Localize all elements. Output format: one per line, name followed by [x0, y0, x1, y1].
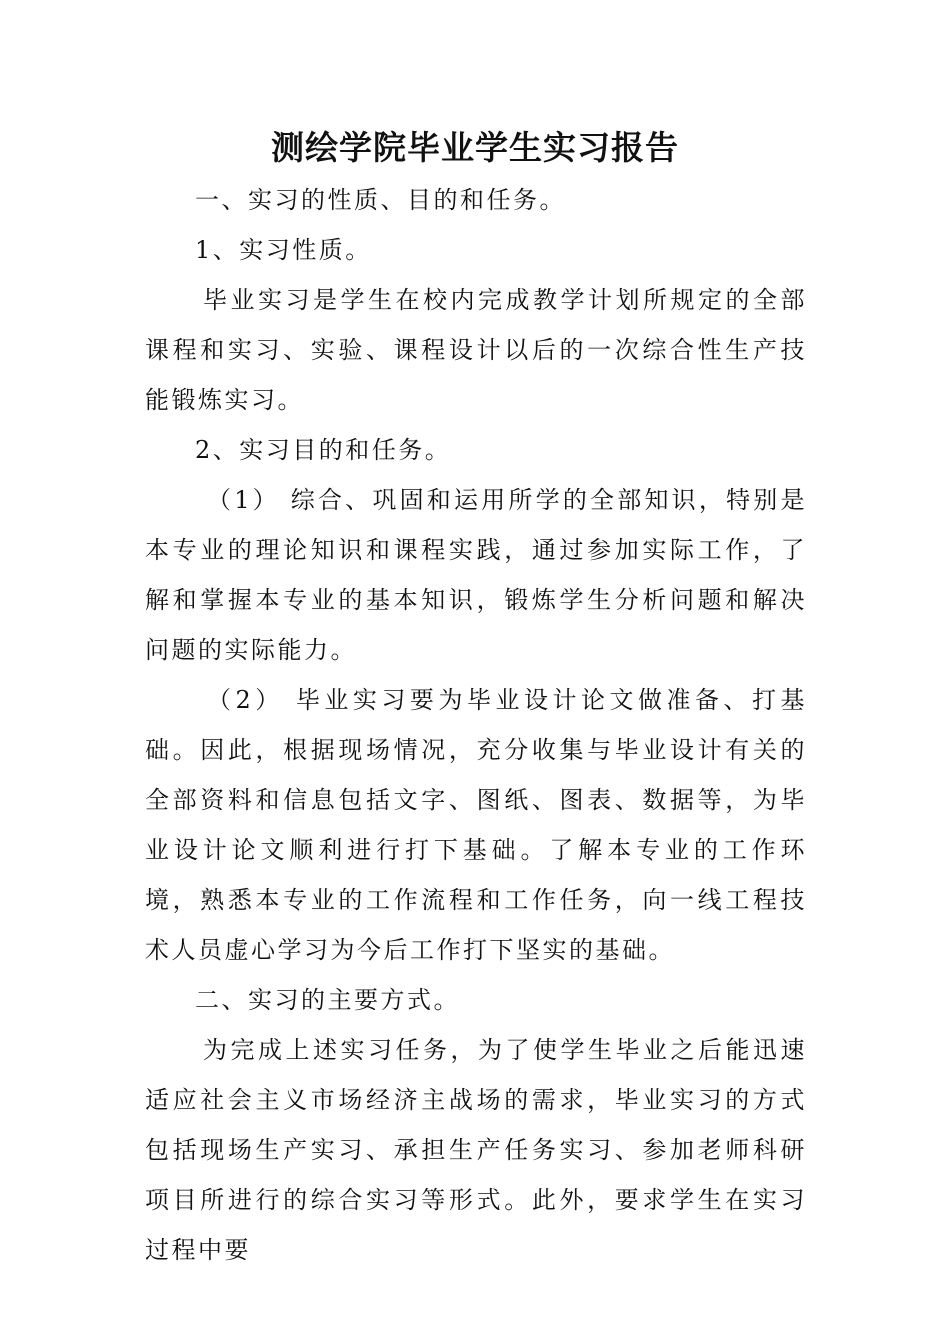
document-title: 测绘学院毕业学生实习报告: [271, 128, 679, 167]
paragraph-methods: 为完成上述实习任务，为了使学生毕业之后能迅速适应社会主义市场经济主战场的需求，毕业实习的方式包括现场生产实习、承担生产任务实习、参加老师科研项目所进行的综合实习等形式。此外，要求学生在实习过程中要: [145, 1036, 807, 1264]
section-heading-purpose: 一、实习的性质、目的和任务。: [195, 186, 566, 214]
list-item-goal-1: （1） 综合、巩固和运用所学的全部知识，特别是本专业的理论知识和课程实践，通过参加实际工作，了解和掌握本专业的基本知识，锻炼学生分析问题和解决问题的实际能力。: [145, 486, 807, 664]
list-item-goal-2: （2） 毕业实习要为毕业设计论文做准备、打基础。因此，根据现场情况，充分收集与毕业设计有关的全部资料和信息包括文字、图纸、图表、数据等，为毕业设计论文顺利进行打下基础。了解本专业的工作环境，熟悉本专业的工作流程和工作任务，向一线工程技术人员虚心学习为今后工作打下坚实的基础。: [145, 686, 807, 964]
paragraph-nature: 毕业实习是学生在校内完成教学计划所规定的全部课程和实习、实验、课程设计以后的一次综合性生产技能锻炼实习。: [145, 286, 807, 414]
subsection-heading-nature: 1、实习性质。: [195, 236, 372, 264]
section-heading-methods: 二、实习的主要方式。: [195, 986, 460, 1014]
document-body: [145, 175, 807, 1275]
subsection-heading-goals: 2、实习目的和任务。: [195, 436, 452, 464]
